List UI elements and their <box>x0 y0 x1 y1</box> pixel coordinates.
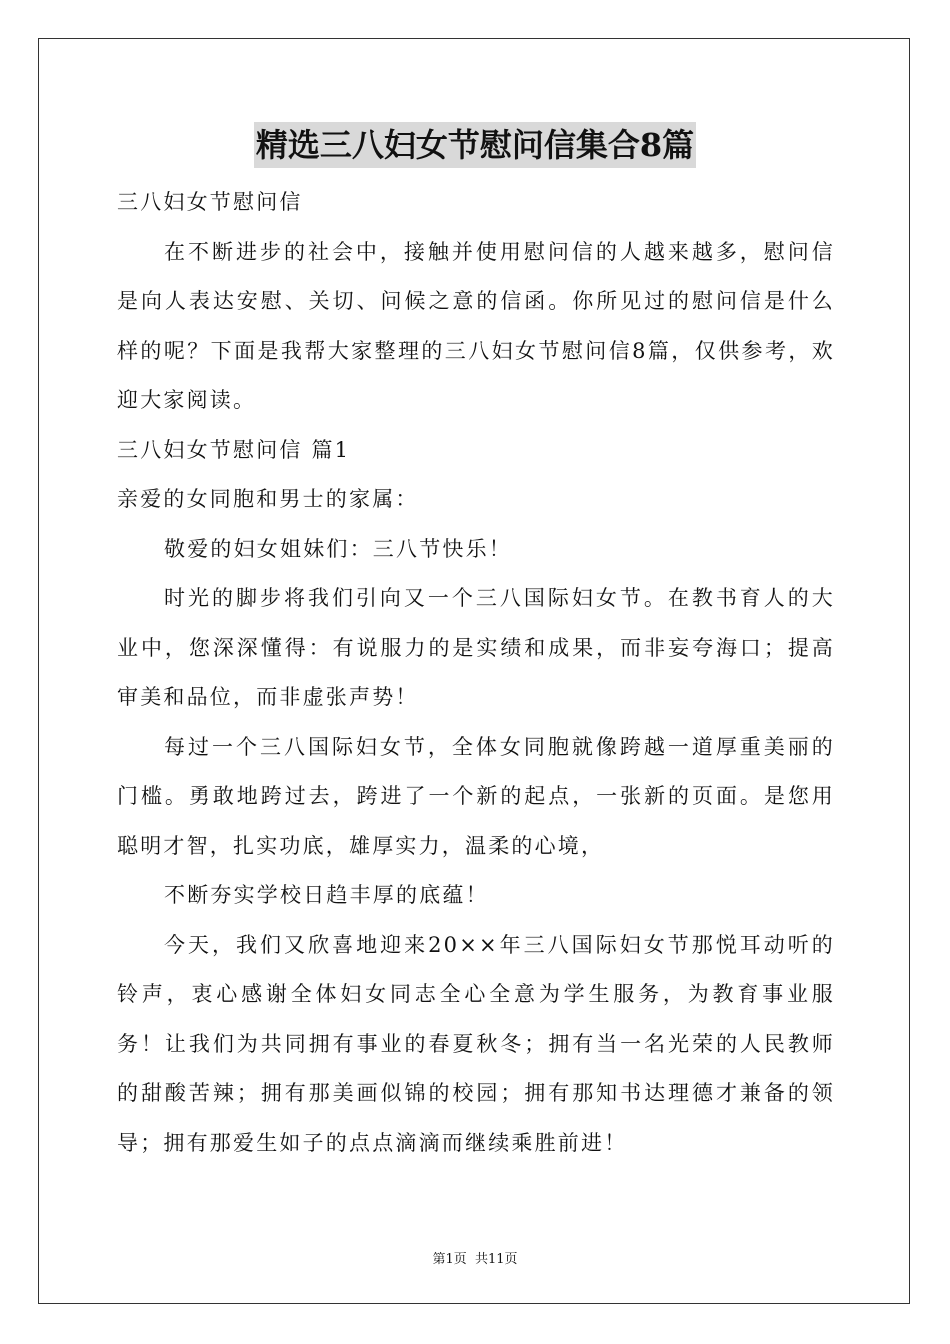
body-paragraph: 今天，我们又欣喜地迎来20××年三八国际妇女节那悦耳动听的铃声，衷心感谢全体妇女同志全心全意为学生服务，为教育事业服务！让我们为共同拥有事业的春夏秋冬；拥有当一名光荣的人民教师的甜酸苦辣；拥有那美画似锦的校园；拥有那知书达理德才兼备的领导；拥有那爱生如子的点点滴滴而继续乘胜前进！ <box>117 932 835 1155</box>
intro-paragraph: 在不断进步的社会中，接触并使用慰问信的人越来越多，慰问信是向人表达安慰、关切、问候之意的信函。你所见过的慰问信是什么样的呢？下面是我帮大家整理的三八妇女节慰问信8篇，仅供参考，欢迎大家阅读。 <box>117 239 835 412</box>
body-paragraph: 每过一个三八国际妇女节，全体女同胞就像跨越一道厚重美丽的门槛。勇敢地跨过去，跨进了一个新的起点，一张新的页面。是您用聪明才智，扎实功底，雄厚实力，温柔的心境， <box>117 734 835 858</box>
body-paragraph: 时光的脚步将我们引向又一个三八国际妇女节。在教书育人的大业中，您深深懂得：有说服力的是实绩和成果，而非妄夸海口；提高审美和品位，而非虚张声势！ <box>117 586 835 709</box>
document-title: 精选三八妇女节慰问信集合8篇 <box>254 122 696 168</box>
salutation: 亲爱的女同胞和男士的家属： <box>117 487 419 511</box>
article-heading: 三八妇女节慰问信 篇1 <box>117 437 351 462</box>
body-paragraph: 不断夯实学校日趋丰厚的底蕴！ <box>164 883 489 907</box>
greeting-paragraph: 敬爱的妇女姐妹们：三八节快乐！ <box>164 536 512 561</box>
document-body <box>117 178 835 1168</box>
title-container <box>0 122 950 168</box>
section-heading: 三八妇女节慰问信 <box>117 190 303 214</box>
page-number-label: 第1页 共11页 <box>432 1252 518 1267</box>
page-footer <box>0 1248 950 1267</box>
